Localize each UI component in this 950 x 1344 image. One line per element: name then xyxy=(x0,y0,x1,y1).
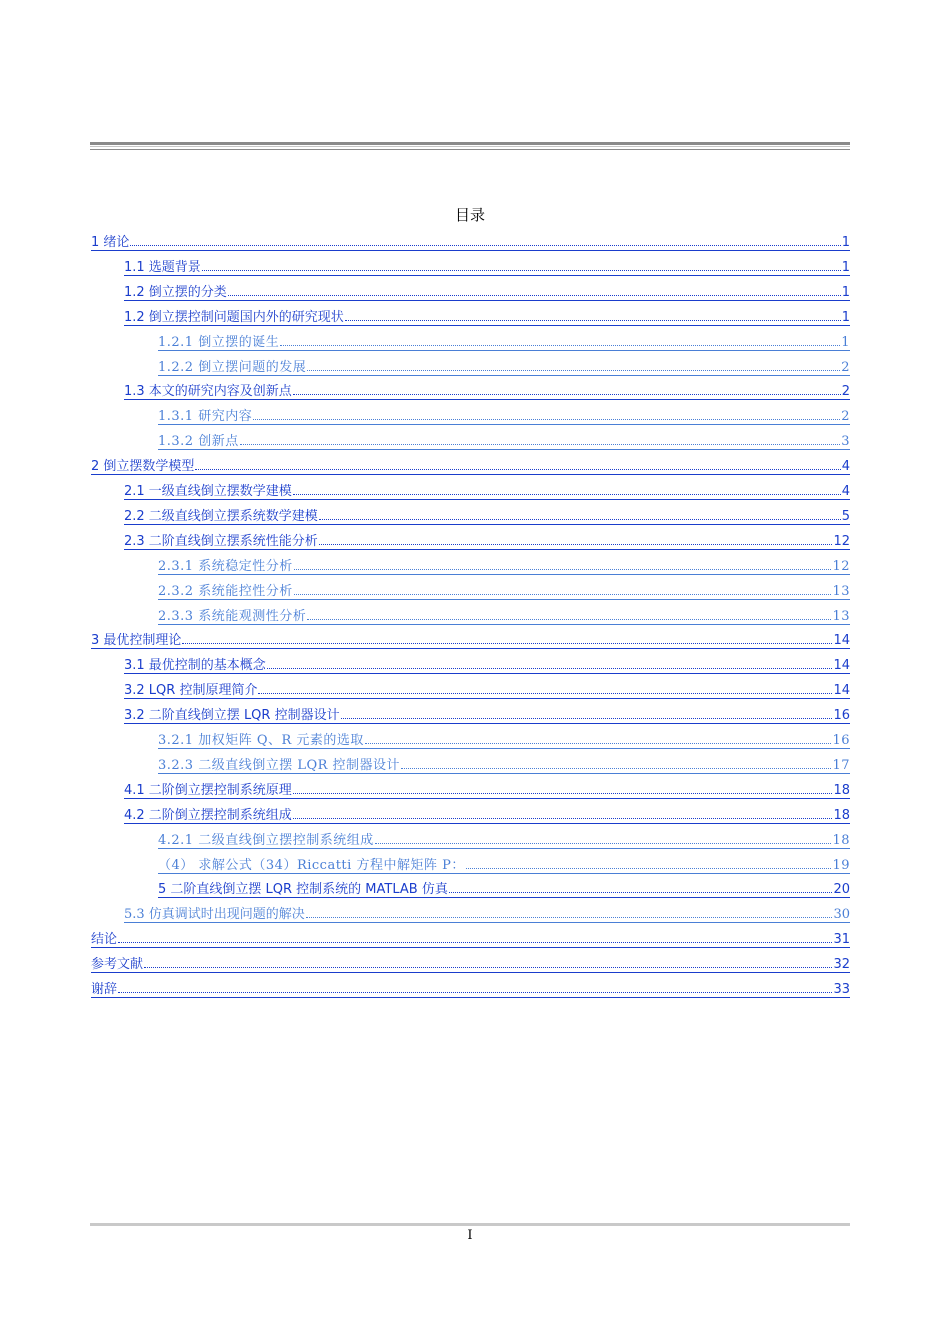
toc-entry-page: 2 xyxy=(841,409,850,425)
toc-entry-title: 4.2.1 二级直线倒立摆控制系统组成 xyxy=(158,832,374,848)
toc-entry-page: 20 xyxy=(833,882,850,898)
toc-dot-leader xyxy=(118,942,832,943)
toc-entry-title: 3.1 最优控制的基本概念 xyxy=(124,658,266,674)
toc-entry-title: 1 绪论 xyxy=(91,235,130,250)
toc-dot-leader xyxy=(466,868,832,869)
toc-entry[interactable] xyxy=(91,230,850,251)
header-rule xyxy=(90,142,850,150)
toc-entry[interactable] xyxy=(124,778,850,799)
toc-dot-leader xyxy=(401,768,831,769)
toc-entry-page: 1 xyxy=(841,259,850,275)
toc-entry-title: 1.3.1 研究内容 xyxy=(158,409,253,425)
toc-entry-title: 2.2 二级直线倒立摆系统数学建模 xyxy=(124,508,318,524)
toc-dot-leader xyxy=(228,295,841,296)
toc-dot-leader xyxy=(280,345,840,346)
toc-dot-leader xyxy=(306,917,833,918)
toc-dot-leader xyxy=(182,643,832,644)
toc-entry-page: 18 xyxy=(833,782,850,798)
toc-entry[interactable] xyxy=(158,853,850,874)
toc-entry-title: 3.2.3 二级直线倒立摆 LQR 控制器设计 xyxy=(158,757,401,773)
toc-entry-title: 1.2.1 倒立摆的诞生 xyxy=(158,334,280,350)
toc-entry-page: 13 xyxy=(832,583,850,599)
toc-dot-leader xyxy=(130,245,840,246)
toc-entry[interactable] xyxy=(158,828,850,849)
toc-entry-title: 1.3 本文的研究内容及创新点 xyxy=(124,384,292,400)
toc-entry-title: 3.2 LQR 控制原理简介 xyxy=(124,683,258,699)
toc-entry-title: 参考文献 xyxy=(91,957,144,973)
toc-entry-page: 14 xyxy=(833,658,850,674)
toc-entry[interactable] xyxy=(124,504,850,525)
toc-entry[interactable] xyxy=(91,454,850,475)
toc-entry[interactable] xyxy=(158,753,850,774)
toc-entry-title: 1.2 倒立摆控制问题国内外的研究现状 xyxy=(124,309,344,325)
toc-entry[interactable] xyxy=(124,703,850,724)
toc-entry-page: 18 xyxy=(833,807,850,823)
toc-dot-leader xyxy=(307,619,831,620)
toc-dot-leader xyxy=(294,569,832,570)
toc-entry-page: 30 xyxy=(833,907,850,923)
toc-dot-leader xyxy=(294,594,832,595)
toc-entry-page: 17 xyxy=(832,757,850,773)
toc-entry-title: 2 倒立摆数学模型 xyxy=(91,459,195,475)
toc-dot-leader xyxy=(307,370,840,371)
toc-entry[interactable] xyxy=(158,728,850,749)
toc-entry-page: 32 xyxy=(833,957,850,973)
toc-dot-leader xyxy=(319,544,833,545)
toc-entry-page: 4 xyxy=(841,459,850,475)
toc-entry-page: 14 xyxy=(833,683,850,699)
toc-entry-title: 1.1 选题背景 xyxy=(124,259,201,275)
toc-entry-title: 3 最优控制理论 xyxy=(91,633,182,649)
toc-entry[interactable] xyxy=(124,305,850,326)
toc-entry[interactable] xyxy=(91,628,850,649)
toc-entry-page: 5 xyxy=(841,508,850,524)
toc-entry-title: 1.2 倒立摆的分类 xyxy=(124,284,227,300)
toc-dot-leader xyxy=(293,394,841,395)
toc-entry-page: 1 xyxy=(841,309,850,325)
toc-entry-page: 31 xyxy=(833,932,850,948)
toc-dot-leader xyxy=(267,668,833,669)
toc-entry-title: 5 二阶直线倒立摆 LQR 控制系统的 MATLAB 仿真 xyxy=(158,882,448,898)
toc-entry-title: 4.2 二阶倒立摆控制系统组成 xyxy=(124,807,292,823)
page-number: I xyxy=(467,1228,473,1243)
toc-entry[interactable] xyxy=(91,952,850,973)
toc-entry[interactable] xyxy=(124,529,850,550)
toc-entry[interactable] xyxy=(158,604,850,625)
toc-entry[interactable] xyxy=(124,379,850,400)
toc-entry[interactable] xyxy=(124,902,850,923)
toc-dot-leader xyxy=(341,718,833,719)
toc-entry[interactable] xyxy=(124,803,850,824)
toc-entry-title: 4.1 二阶倒立摆控制系统原理 xyxy=(124,782,292,798)
toc-title: 目录 xyxy=(454,206,485,224)
toc-entry-page: 1 xyxy=(841,284,850,300)
toc-entry-title: 2.3.3 系统能观测性分析 xyxy=(158,608,307,624)
toc-entry-title: 谢辞 xyxy=(91,982,118,997)
toc-entry-page: 12 xyxy=(833,533,850,549)
toc-dot-leader xyxy=(293,818,833,819)
toc-dot-leader xyxy=(240,444,841,445)
toc-entry-title: （4） 求解公式（34）Riccatti 方程中解矩阵 P： xyxy=(158,857,465,873)
toc-entry-title: 3.2.1 加权矩阵 Q、R 元素的选取 xyxy=(158,733,364,748)
toc-entry[interactable] xyxy=(124,280,850,301)
toc-entry-page: 1 xyxy=(841,235,850,250)
toc-dot-leader xyxy=(375,843,832,844)
toc-entry-title: 2.3.1 系统稳定性分析 xyxy=(158,558,293,574)
toc-dot-leader xyxy=(345,320,841,321)
toc-entry-page: 2 xyxy=(841,384,850,400)
toc-entry-page: 18 xyxy=(832,832,850,848)
toc-entry-page: 13 xyxy=(832,608,850,624)
toc-entry-title: 2.3 二阶直线倒立摆系统性能分析 xyxy=(124,533,318,549)
toc-dot-leader xyxy=(258,693,832,694)
toc-dot-leader xyxy=(449,892,833,893)
toc-entry[interactable] xyxy=(158,404,850,425)
toc-entry-page: 16 xyxy=(833,708,850,724)
toc-dot-leader xyxy=(253,419,840,420)
toc-entry[interactable] xyxy=(158,330,850,351)
toc-dot-leader xyxy=(195,469,840,470)
toc-dot-leader xyxy=(118,992,832,993)
toc-entry-page: 16 xyxy=(832,733,850,748)
toc-dot-leader xyxy=(144,967,832,968)
toc-entry[interactable] xyxy=(124,678,850,699)
toc-dot-leader xyxy=(202,270,841,271)
toc-entry-title: 2.1 一级直线倒立摆数学建模 xyxy=(124,484,292,499)
toc-entry-title: 2.3.2 系统能控性分析 xyxy=(158,583,293,599)
toc-entry-page: 12 xyxy=(832,558,850,574)
toc-entry-page: 4 xyxy=(841,484,850,499)
toc-dot-leader xyxy=(293,494,841,495)
toc-entry[interactable] xyxy=(124,255,850,276)
toc-dot-leader xyxy=(319,519,841,520)
toc-entry-title: 3.2 二阶直线倒立摆 LQR 控制器设计 xyxy=(124,708,340,724)
toc-entry-title: 1.2.2 倒立摆问题的发展 xyxy=(158,359,307,375)
toc-entry-page: 33 xyxy=(833,982,850,997)
toc-entry[interactable] xyxy=(124,479,850,500)
toc-entry[interactable] xyxy=(124,653,850,674)
toc-entry-page: 2 xyxy=(841,359,850,375)
toc-dot-leader xyxy=(365,743,832,744)
toc-entry[interactable] xyxy=(91,977,850,998)
toc-entry-title: 1.3.2 创新点 xyxy=(158,434,239,450)
toc-entry-page: 19 xyxy=(832,857,850,873)
toc-entry-title: 5.3 仿真调试时出现问题的解决 xyxy=(124,907,305,923)
toc-entry[interactable] xyxy=(158,877,850,898)
toc-entry-page: 3 xyxy=(841,434,850,450)
toc-entry[interactable] xyxy=(158,554,850,575)
toc-entry[interactable] xyxy=(158,355,850,376)
toc-entry-title: 结论 xyxy=(91,932,118,948)
toc-entry-page: 14 xyxy=(833,633,850,649)
toc-entry[interactable] xyxy=(91,927,850,948)
toc-entry[interactable] xyxy=(158,579,850,600)
toc-dot-leader xyxy=(293,793,833,794)
toc-entry[interactable] xyxy=(158,429,850,450)
footer-rule xyxy=(90,1223,850,1226)
toc-entry-page: 1 xyxy=(841,334,850,350)
